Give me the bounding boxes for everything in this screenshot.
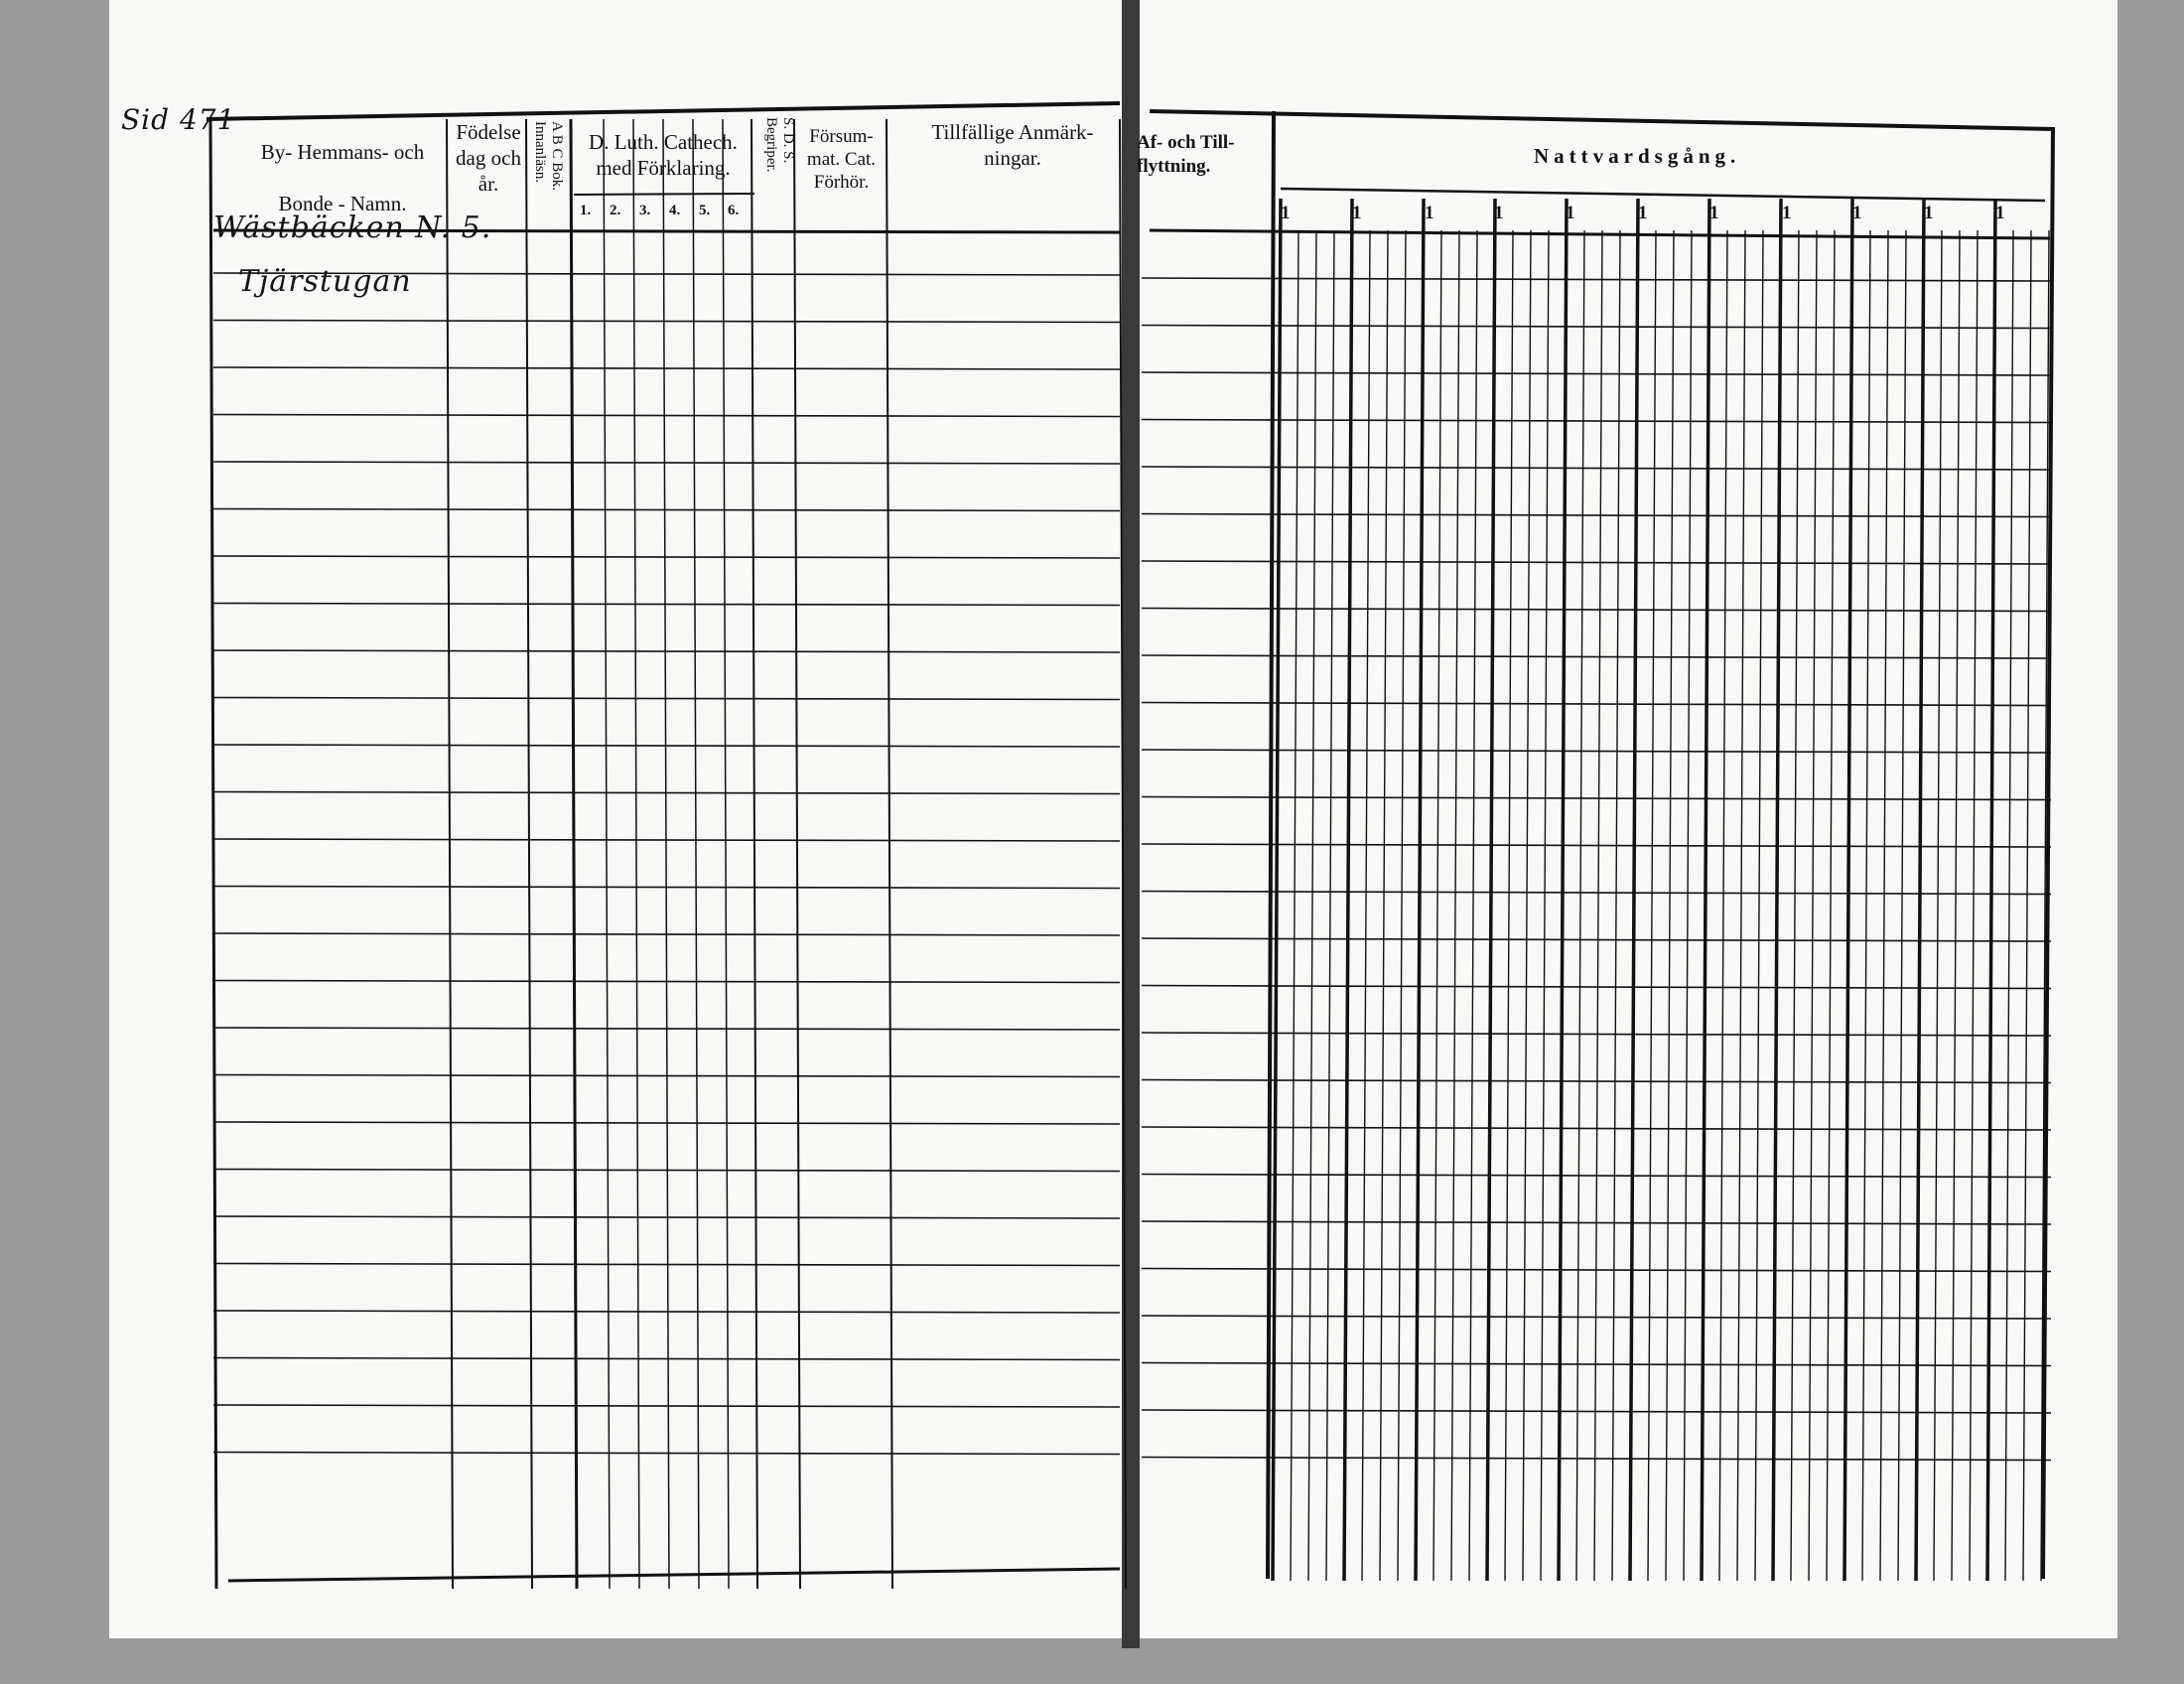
communion-sub-rule-9-3 <box>1970 230 1978 1581</box>
communion-group-rule-9 <box>1916 199 1924 1581</box>
left-row-rule-8 <box>213 650 1120 652</box>
communion-mark-5: 1 <box>1566 203 1575 223</box>
communion-sub-rule-9-2 <box>1952 230 1960 1581</box>
left-column-rule-9 <box>751 119 757 1589</box>
entry-village: Wästbäcken N. 5. <box>213 210 492 245</box>
left-column-rule-11 <box>887 119 892 1589</box>
right-top-rule <box>1150 111 2055 129</box>
communion-sub-rule-6-2 <box>1737 230 1745 1581</box>
sds-column-header: S. D. S. Begriper. <box>763 117 796 173</box>
left-row-rule-12 <box>213 839 1120 841</box>
left-row-rule-19 <box>213 1170 1120 1172</box>
remarks-column-header: Tillfällige Anmärk- ningar. <box>931 120 1094 170</box>
left-row-rule-20 <box>213 1216 1120 1218</box>
catechism-subcolumn-1: 1. <box>580 203 592 218</box>
left-row-rule-3 <box>213 415 1120 417</box>
left-column-rule-8 <box>723 119 729 1589</box>
left-column-rule-7 <box>693 119 699 1589</box>
communion-mark-2: 1 <box>1352 203 1362 223</box>
left-row-rule-25 <box>213 1453 1120 1455</box>
communion-title: Nattvardsgång. <box>1534 144 1741 168</box>
communion-sub-rule-8-2 <box>1880 230 1888 1581</box>
communion-mark-4: 1 <box>1494 203 1504 223</box>
left-row-rule-4 <box>213 462 1120 464</box>
communion-sub-rule-2-2 <box>1451 230 1459 1581</box>
communion-sub-rule-2-3 <box>1469 230 1477 1581</box>
communion-group-rule-5 <box>1630 199 1638 1581</box>
catechism-subcolumn-3: 3. <box>639 203 651 218</box>
left-row-rule-24 <box>213 1405 1120 1407</box>
catechism-subcolumn-5: 5. <box>699 203 711 218</box>
left-row-rule-17 <box>213 1075 1120 1077</box>
communion-sub-rule-7-2 <box>1809 230 1817 1581</box>
right-row-rule-25 <box>1142 1458 2051 1461</box>
communion-sub-rule-10-2 <box>2023 230 2031 1581</box>
communion-sub-rule-1-2 <box>1380 230 1388 1581</box>
left-row-rule-2 <box>213 367 1120 369</box>
entry-homestead: Tjärstugan <box>238 264 412 299</box>
communion-sub-rule-5-1 <box>1648 230 1656 1581</box>
left-row-rule-23 <box>213 1358 1120 1360</box>
communion-mark-1: 1 <box>1281 203 1291 223</box>
communion-sub-rule-4-1 <box>1576 230 1584 1581</box>
communion-mark-8: 1 <box>1782 203 1792 223</box>
right-row-rule-15 <box>1142 986 2051 989</box>
communion-sub-rule-7-1 <box>1791 230 1799 1581</box>
communion-sub-rule-6-1 <box>1719 230 1727 1581</box>
left-row-rule-9 <box>213 698 1120 700</box>
right-row-rule-1 <box>1142 326 2051 329</box>
communion-group-rule-8 <box>1844 199 1852 1581</box>
left-column-rule-0 <box>210 119 216 1589</box>
communion-mark-9: 1 <box>1852 203 1862 223</box>
communion-group-rule-3 <box>1487 199 1495 1581</box>
left-row-rule-21 <box>213 1264 1120 1266</box>
communion-sub-rule-6-3 <box>1755 230 1763 1581</box>
left-row-rule-10 <box>213 745 1120 747</box>
communion-sub-rule-9-1 <box>1934 230 1942 1581</box>
left-row-rule-15 <box>213 981 1120 983</box>
communion-sub-rule-7-3 <box>1827 230 1835 1581</box>
communion-group-rule-2 <box>1416 199 1424 1581</box>
communion-mark-6: 1 <box>1638 203 1648 223</box>
left-row-rule-14 <box>213 933 1120 935</box>
communion-sub-rule-4-3 <box>1612 230 1620 1581</box>
communion-mark-7: 1 <box>1709 203 1719 223</box>
communion-group-rule-6 <box>1702 199 1709 1581</box>
communion-sub-rule-8-1 <box>1862 230 1870 1581</box>
communion-group-rule-10 <box>1987 199 1995 1581</box>
left-column-rule-6 <box>663 119 669 1589</box>
left-row-rule-13 <box>213 887 1120 889</box>
birth-column-header: Födelse dag och år. <box>456 120 521 196</box>
communion-sub-rule-5-2 <box>1666 230 1674 1581</box>
communion-group-rule-7 <box>1773 199 1781 1581</box>
abc-column-header: A B C Bok. Innanläsn. <box>532 121 565 192</box>
communion-sub-rule-10-1 <box>2005 230 2013 1581</box>
left-row-rule-18 <box>213 1122 1120 1124</box>
catechism-column-header: D. Luth. Cathech. med Förklaring. <box>589 130 738 180</box>
right-row-rule-17 <box>1142 1080 2051 1083</box>
left-column-rule-5 <box>633 119 639 1589</box>
left-row-rule-5 <box>213 509 1120 511</box>
forsummat-column-header: Försum- mat. Cat. Förhör. <box>806 126 877 193</box>
communion-group-rule-4 <box>1559 199 1567 1581</box>
right-header-bottom-rule <box>1150 230 2050 238</box>
left-row-rule-6 <box>213 556 1120 558</box>
left-column-rule-2 <box>526 119 532 1589</box>
moving-column-header: Af- och Till- flyttning. <box>1137 132 1235 177</box>
left-bottom-rule <box>228 1569 1120 1581</box>
communion-sub-rule-0-1 <box>1291 230 1298 1581</box>
folio-mark: Sid 471 <box>121 103 236 136</box>
communion-sub-rule-1-1 <box>1362 230 1370 1581</box>
communion-mark-10: 1 <box>1924 203 1934 223</box>
communion-sub-rule-0-3 <box>1326 230 1334 1581</box>
communion-sub-rule-0-2 <box>1308 230 1316 1581</box>
left-column-rule-3 <box>571 119 577 1589</box>
communion-sub-rule-3-1 <box>1505 230 1513 1581</box>
communion-mark-11: 1 <box>1995 203 2005 223</box>
right-row-rule-24 <box>1142 1410 2051 1413</box>
left-column-rule-4 <box>604 119 610 1589</box>
communion-sub-rule-4-2 <box>1594 230 1602 1581</box>
right-row-rule-16 <box>1142 1033 2051 1036</box>
left-row-rule-22 <box>213 1311 1120 1313</box>
communion-group-rule-1 <box>1344 199 1352 1581</box>
communion-title-rule <box>1281 189 2045 201</box>
communion-mark-3: 1 <box>1425 203 1434 223</box>
communion-sub-rule-3-2 <box>1523 230 1531 1581</box>
right-row-rule-0 <box>1142 278 2051 281</box>
left-row-rule-11 <box>213 792 1120 794</box>
left-top-rule <box>206 103 1120 119</box>
communion-sub-rule-8-3 <box>1898 230 1906 1581</box>
communion-sub-rule-2-1 <box>1433 230 1441 1581</box>
catechism-subcolumn-4: 4. <box>669 203 681 218</box>
communion-sub-rule-1-3 <box>1398 230 1406 1581</box>
right-row-rule-23 <box>1142 1363 2051 1366</box>
left-column-rule-10 <box>794 119 800 1589</box>
left-row-rule-7 <box>213 604 1120 606</box>
left-column-rule-1 <box>447 119 453 1589</box>
name-column-header: By- Hemmans- och Bonde - Namn. <box>260 140 425 215</box>
left-row-rule-16 <box>213 1028 1120 1030</box>
left-row-rule-1 <box>213 321 1120 323</box>
catechism-subcolumn-2: 2. <box>610 203 621 218</box>
catechism-subcolumn-6: 6. <box>728 203 740 218</box>
communion-sub-rule-3-3 <box>1541 230 1549 1581</box>
communion-sub-rule-5-3 <box>1684 230 1692 1581</box>
